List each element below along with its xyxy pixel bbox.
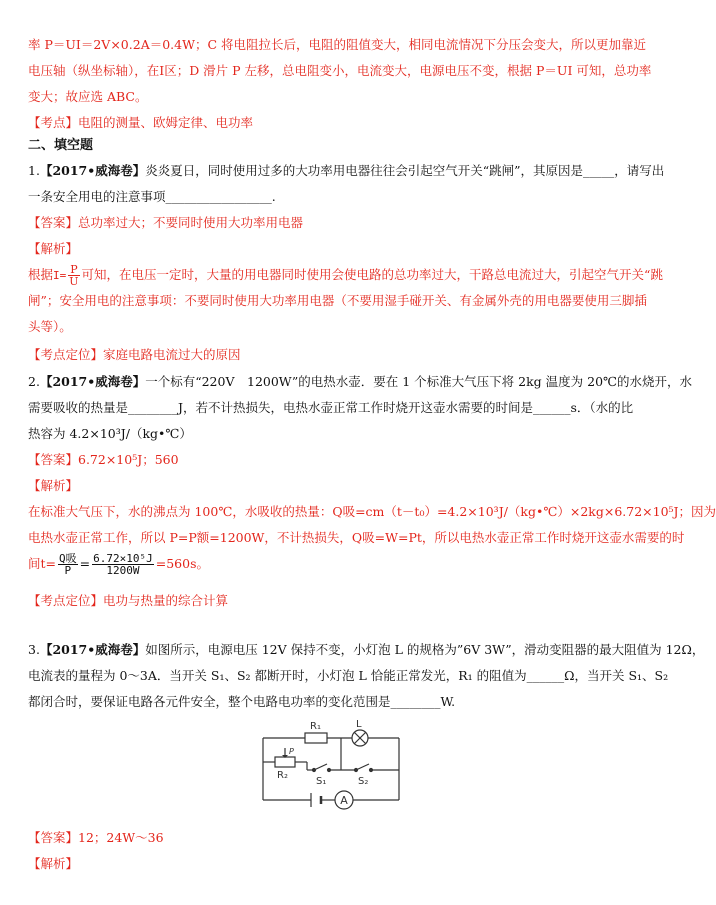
q1-kaodian: 【考点定位】家庭电路电流过大的原因	[28, 347, 241, 362]
q1-jiexi-label: 【解析】	[28, 241, 79, 256]
q1-number: 1.	[28, 163, 40, 178]
q1-explanation-line-2: 闸”；安全用电的注意事项：不要同时使用大功率用电器（不要用湿手碰开关、有金属外壳的用电器要使用三脚插	[28, 293, 647, 308]
q2-line-1	[28, 373, 693, 390]
continuation-line-2: 电压轴（纵坐标轴），在Ⅰ区；D 滑片 P 左移，总电阻变小，电流变大，电源电压不变，根据 P＝UI 可知，总功率	[28, 63, 652, 78]
label-s1: S₁	[316, 776, 327, 787]
label-s2: S₂	[358, 776, 369, 787]
kaodian-prev: 【考点】电阻的测量、欧姆定律、电功率	[28, 115, 254, 130]
section-title: 二、填空题	[28, 138, 94, 153]
label-l: L	[356, 719, 362, 730]
q1-exp-frac-den: U	[69, 275, 79, 288]
q2-source-tag: 【2017•威海卷】	[39, 374, 146, 389]
q3-text: 如图所示，电源电压 12V 保持不变，小灯泡 L 的规格为”6V 3W”，滑动变阻器的最大阻值为 12Ω，	[145, 642, 705, 657]
continuation-line-1: 率 P＝UI＝2V×0.2A＝0.4W；C 将电阻拉长后，电阻的阻值变大，相同电流情况下分压会变大，所以更加靠近	[28, 37, 646, 52]
battery-icon	[311, 793, 321, 807]
label-r2: R₂	[277, 770, 288, 781]
q2-exp-frac1-num: Q吸	[59, 552, 77, 565]
continuation-line-3: 变大；故应选 ABC。	[28, 89, 148, 104]
q3-jiexi-label: 【解析】	[28, 856, 79, 871]
q1-source-tag: 【2017•威海卷】	[39, 163, 146, 178]
q1-exp-lhs: I=	[53, 269, 67, 282]
switch-s2	[355, 764, 373, 772]
label-p: P	[289, 747, 294, 756]
q1-line-2: 一条安全用电的注意事项_________________.	[28, 189, 276, 204]
q2-exp-frac2-den: 1200W	[106, 564, 140, 577]
switch-s1	[313, 764, 331, 772]
q2-exp-c-post: =560s。	[155, 556, 209, 571]
q2-jiexi-label: 【解析】	[28, 478, 79, 493]
q2-explanation-line-1: 在标准大气压下，水的沸点为 100℃，水吸收的热量：Q吸=cm（t－t₀）=4.2×10³J/（kg•℃）×2kg×6.72×10⁵J；因为	[28, 504, 716, 519]
q1-explanation-line-3: 头等）。	[28, 319, 72, 334]
q2-exp-c-pre: 间	[28, 556, 41, 571]
q2-explanation-line-2: 电热水壶正常工作，所以 P=P额=1200W，不计热损失，Q吸=W=Pt，所以电热水壶正常工作时烧开这壶水需要的时	[28, 530, 685, 545]
q1-explanation-line-1	[28, 263, 663, 288]
q1-exp-frac-num: P	[70, 263, 78, 276]
q3-answer: 【答案】12；24W～36	[28, 830, 164, 845]
q2-exp-frac2-num: 6.72×10⁵J	[93, 552, 153, 565]
q1-text: 炎炎夏日，同时使用过多的大功率用电器往往会引起空气开关“跳闸”，其原因是_____，请写出	[145, 163, 665, 178]
q3-line-1	[28, 641, 705, 658]
rheostat-r2	[275, 757, 295, 767]
label-r1: R₁	[310, 721, 321, 732]
q2-kaodian: 【考点定位】电功与热量的综合计算	[28, 593, 229, 608]
q1-exp-fraction	[68, 264, 79, 287]
q1-exp-pre: 根据	[28, 267, 54, 282]
q2-exp-c-mid: =	[79, 556, 91, 571]
q2-answer: 【答案】6.72×10⁵J；560	[28, 452, 179, 467]
q2-number: 2.	[28, 374, 40, 389]
resistor-r1	[305, 733, 327, 743]
q2-line-2: 需要吸收的热量是________J，若不计热损失，电热水壶正常工作时烧开这壶水需要的时间是______s．（水的比	[28, 400, 634, 415]
q2-exp-frac1-den: P	[64, 564, 72, 577]
q2-exp-fraction-2	[92, 553, 154, 576]
circuit-diagram	[255, 718, 405, 818]
q3-line-2: 电流表的量程为 0～3A．当开关 S₁、S₂ 都断开时，小灯泡 L 恰能正常发光，R₁ 的阻值为______Ω，当开关 S₁、S₂	[28, 668, 669, 683]
q2-explanation-line-3	[28, 553, 618, 577]
q1-line-1	[28, 162, 665, 179]
q2-exp-fraction-1	[58, 553, 78, 576]
q3-line-3: 都闭合时，要保证电路各元件安全，整个电路电功率的变化范围是________W.	[28, 694, 456, 709]
q3-source-tag: 【2017•威海卷】	[39, 642, 146, 657]
q2-exp-c-lhs: t=	[40, 556, 57, 571]
lamp-l	[352, 730, 368, 746]
q1-answer: 【答案】总功率过大；不要同时使用大功率用电器	[28, 215, 304, 230]
q2-text: 一个标有“220V 1200W”的电热水壶．要在 1 个标准大气压下将 2kg 温度为 20℃的水烧开，水	[145, 374, 693, 389]
label-a: A	[340, 794, 348, 807]
q3-number: 3.	[28, 642, 40, 657]
q2-line-3: 热容为 4.2×10³J/（kg•℃）	[28, 426, 192, 441]
q1-exp-post: 可知，在电压一定时，大量的用电器同时使用会使电路的总功率过大，干路总电流过大，引起空气开关“跳	[81, 267, 663, 282]
